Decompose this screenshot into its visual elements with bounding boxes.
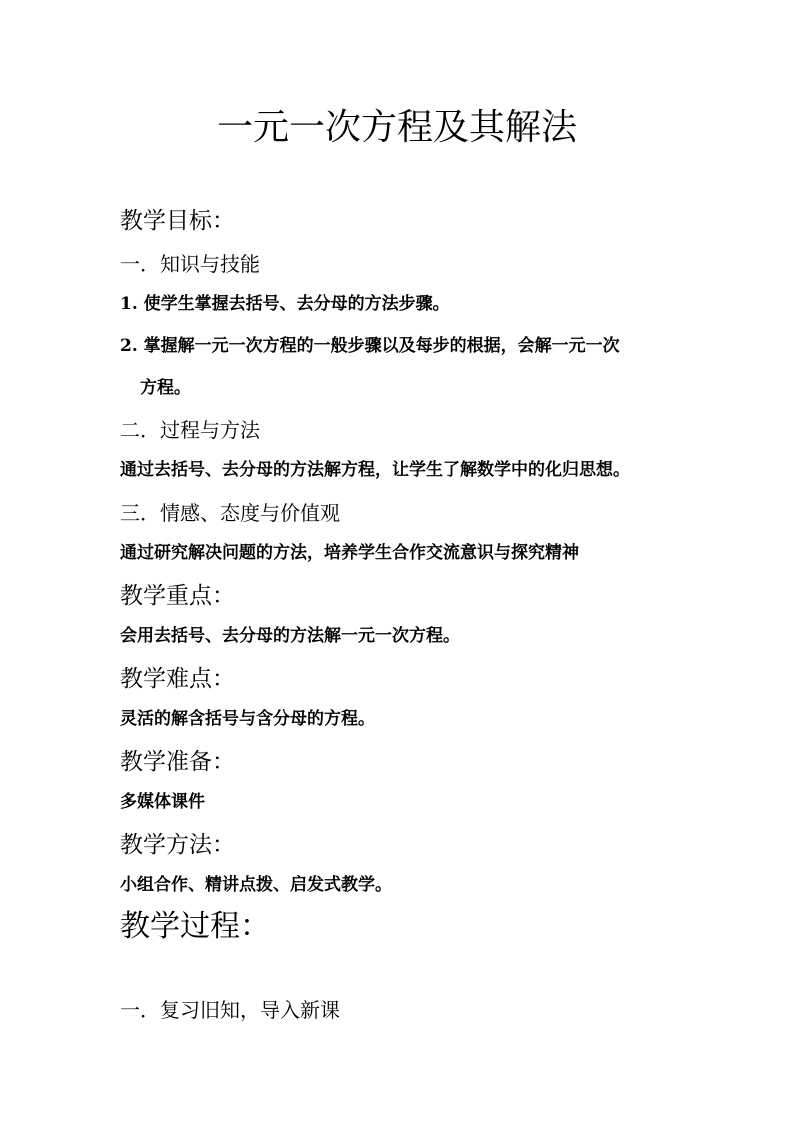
- method-heading: 教学方法：: [120, 832, 235, 858]
- key-text: 会用去括号、去分母的方法解一元一次方程。: [120, 626, 460, 646]
- prep-text: 多媒体课件: [120, 792, 205, 812]
- goal1-item2-line2: 方程。: [140, 378, 191, 398]
- goal1-item2-line1: 2. 掌握解一元一次方程的一般步骤以及每步的根据，会解一元一次: [120, 336, 620, 356]
- key-heading: 教学重点：: [120, 583, 235, 609]
- goal3-text: 通过研究解决问题的方法，培养学生合作交流意识与探究精神: [120, 543, 579, 563]
- process-step1: 一．复习旧知，导入新课: [120, 998, 340, 1022]
- goal1-item1: 1. 使学生掌握去括号、去分母的方法步骤。: [120, 294, 450, 314]
- prep-heading: 教学准备：: [120, 749, 235, 775]
- goal2-text: 通过去括号、去分母的方法解方程，让学生了解数学中的化归思想。: [120, 460, 630, 480]
- method-text: 小组合作、精讲点拨、启发式教学。: [120, 875, 392, 895]
- goals-heading: 教学目标：: [120, 208, 235, 234]
- goal3-heading: 三．情感、态度与价值观: [120, 501, 340, 525]
- difficulty-text: 灵活的解含括号与含分母的方程。: [120, 709, 375, 729]
- goal1-heading: 一．知识与技能: [120, 252, 260, 276]
- document-title: 一元一次方程及其解法: [216, 107, 577, 148]
- goal2-heading: 二．过程与方法: [120, 418, 260, 442]
- process-heading: 教学过程：: [120, 909, 270, 944]
- difficulty-heading: 教学难点：: [120, 666, 235, 692]
